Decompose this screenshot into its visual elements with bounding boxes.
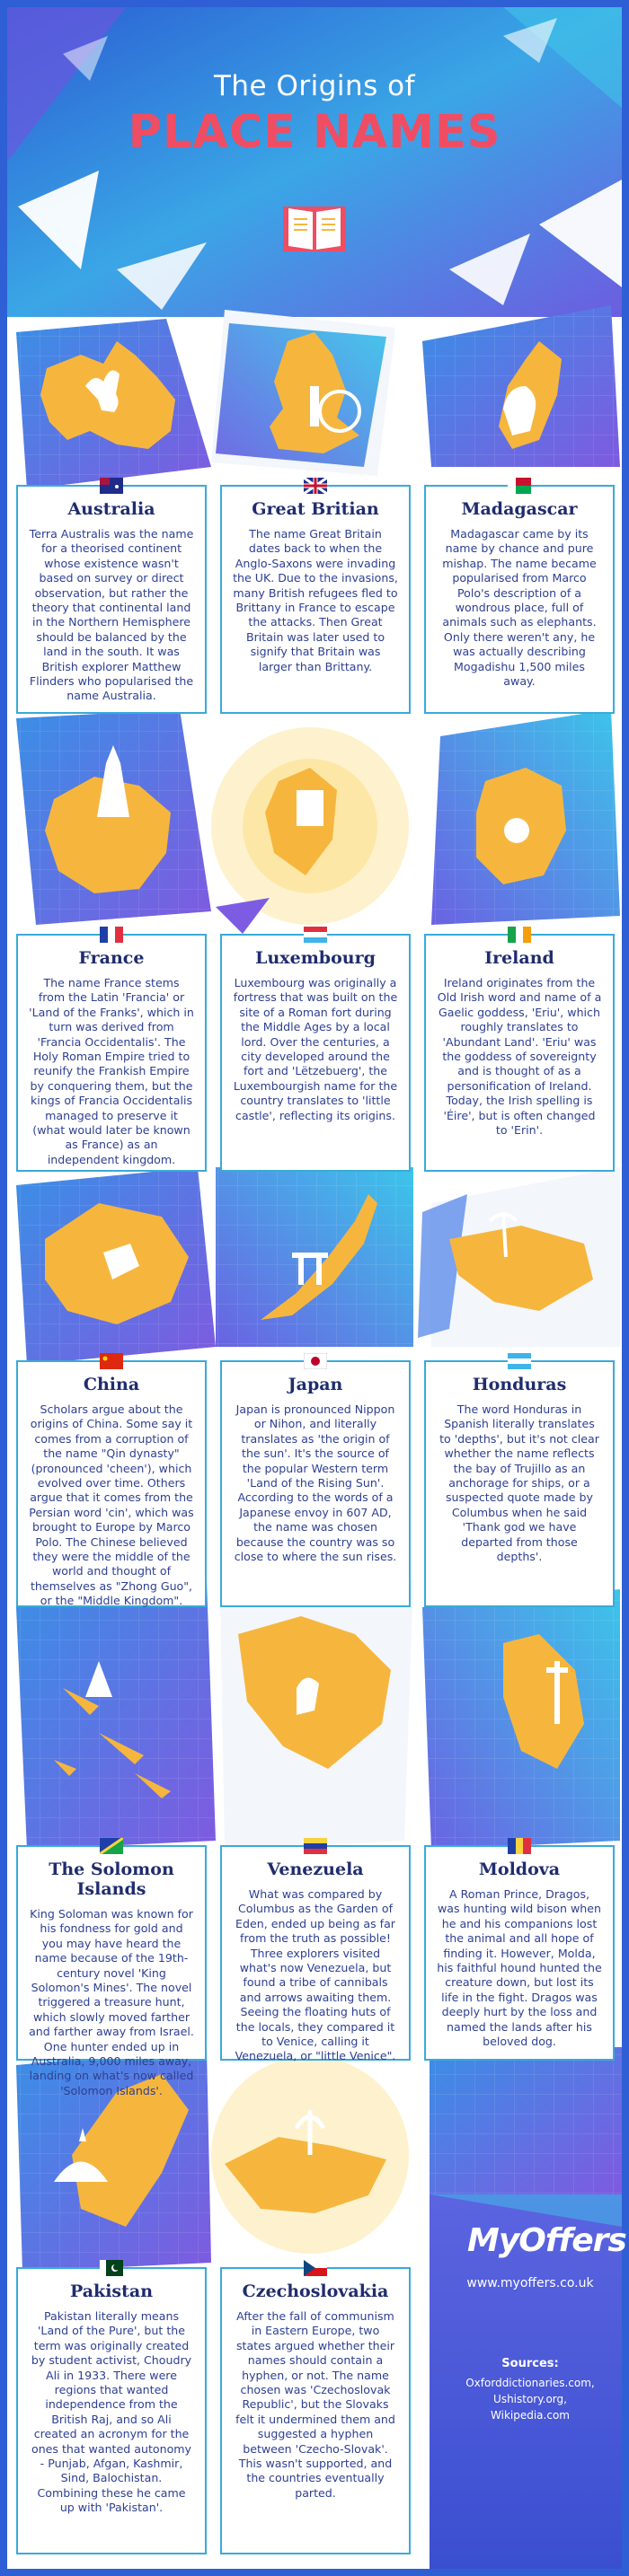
country-name: Australia bbox=[67, 499, 155, 519]
country-name: Czechoslovakia bbox=[242, 2281, 389, 2301]
united-kingdom-flag bbox=[304, 478, 327, 494]
myoffers-logo: MyOffers bbox=[467, 2222, 626, 2259]
country-description: The name Great Britain dates back to when the Anglo-Saxons were invading the UK. Due to the invasions, many British refugees fled to Brittany in France to escape the attacks. Then Great Britain was later used to signify that Britain was larger than Brittany. bbox=[233, 527, 398, 673]
country-description: Pakistan literally means 'Land of the Pure', but the term was originally created by student activist, Choudry Ali in 1933. There were regions that wanted independence from the British Raj, and so Ali created an acronym for the ones that wanted autonomy - Punjab, Afgan, Kashmir, Sind, Balochistan. Combining these he came up with 'Pakistan'. bbox=[31, 2309, 192, 2515]
moldova-flag bbox=[508, 1838, 531, 1854]
country-description: Japan is pronounced Nippon or Nihon, and literally translates as 'the origin of the sun'. It's the source of the popular Western term 'Land of the Rising Sun'. According to the words of a Japanese envoy in 607 AD, the name was chosen because the country was so close to where the sun rises. bbox=[234, 1402, 397, 1564]
ireland-flag bbox=[508, 927, 531, 943]
country-description: A Roman Prince, Dragos, was hunting wild bison when he and his companions lost the animal and all hope of finding it. However, Molda, his faithful hound hunted the creature down, but lost its life in the fight. Dragos was deeply hurt by the loss and named the lands after his beloved dog. bbox=[437, 1887, 602, 2049]
solomon-islands-map-tile bbox=[16, 1580, 216, 1850]
australia-flag bbox=[100, 478, 123, 494]
country-name: Ireland bbox=[484, 948, 554, 968]
country-card-australia bbox=[16, 485, 207, 714]
country-description: Madagascar came by its name by chance and pure mishap. The name became popularised from Marco Polo's description of a wondrous place, full of animals such as elephants. Only there weren't any, he was actually describing Mogadishu 1,500 miles away. bbox=[442, 527, 597, 689]
madagascar-flag bbox=[508, 478, 531, 494]
pakistan-flag bbox=[100, 2260, 123, 2276]
japan-flag bbox=[304, 1353, 327, 1369]
country-name: China bbox=[83, 1375, 140, 1394]
country-name: Moldova bbox=[478, 1859, 561, 1879]
sources-title: Sources: bbox=[501, 2357, 559, 2370]
china-flag bbox=[100, 1353, 123, 1369]
czechoslovakia-map-tile bbox=[211, 2056, 409, 2254]
france-flag bbox=[100, 927, 123, 943]
country-card-honduras bbox=[424, 1360, 615, 1607]
country-description: After the fall of communism in Eastern Europe, two states argued whether their names should contain a hyphen, or not. The name chosen was 'Czechoslovak Republic', but the Slovaks felt it undermined them and suggested a hyphen between 'Czecho-Slovak'. This wasn't supported, and the countries eventually parted. bbox=[235, 2309, 395, 2500]
moldova-map-tile bbox=[422, 1589, 620, 1850]
country-description: King Soloman was known for his fondness for gold and you may have heard the name because of the 19th-century novel 'King Solomon's Mines'. The novel triggered a treasure hunt, which slowly moved farther and farther away from Israel. One hunter ended up in Australia, 9,000 miles away, landing on what's now called 'Solomon Islands'. bbox=[29, 1907, 194, 2097]
country-description: The word Honduras in Spanish literally translates to 'depths', but it's not clear whether the name reflects the bay of Trujillo as an anchorage for ships, or a suspected quote made by Columbus when he said 'Thank god we have departed from those depths'. bbox=[439, 1402, 599, 1564]
luxembourg-flag bbox=[304, 927, 327, 943]
venezuela-flag bbox=[304, 1838, 327, 1854]
country-description: Scholars argue about the origins of China. Some say it comes from a corruption of the name "Qin dynasty" (pronounced 'cheen'), which evolved over time. Others argue that it comes from the Persian word 'cin', which was brought to Europe by Marco Polo. The Chinese believed they were the middle of the world and thought of themselves as "Zhong Guo", or the "Middle Kingdom". bbox=[29, 1402, 194, 1608]
china-map-tile bbox=[16, 1167, 216, 1365]
country-name: Venezuela bbox=[267, 1859, 364, 1879]
source-item: Oxforddictionaries.com, bbox=[465, 2377, 595, 2389]
great-britain-map-tile bbox=[211, 310, 395, 476]
country-card-ireland bbox=[424, 934, 615, 1172]
open-book-icon bbox=[281, 199, 348, 255]
country-description: The name France stems from the Latin 'Francia' or 'Land of the Franks', which in turn was derived from 'Francia Occidentalis'. The Holy Roman Empire tried to reunify the Frankish Empire by conquering them, but the kings of Francia Occidentalis managed to preserve it (what would later be known as France) as an independent kingdom. bbox=[29, 976, 194, 1166]
country-card-solomon-islands bbox=[16, 1845, 207, 2097]
page-title-line2: PLACE NAMES bbox=[128, 106, 501, 159]
source-item: Wikipedia.com bbox=[491, 2409, 570, 2422]
country-description: Luxembourg was originally a fortress that was built on the site of a Roman fort during the Middle Ages by a local lord. Over the centuries, a city developed around the fort and 'Lëtzebuerg', the Luxembourgish name for the country translates to 'little castle', reflecting its origins. bbox=[233, 976, 398, 1122]
country-card-czechoslovakia bbox=[220, 2267, 411, 2554]
country-card-luxembourg bbox=[220, 934, 411, 1172]
country-card-great-britian bbox=[220, 485, 411, 714]
source-item: Ushistory.org, bbox=[493, 2393, 567, 2405]
honduras-flag bbox=[508, 1353, 531, 1369]
country-name: Honduras bbox=[472, 1375, 567, 1394]
country-card-madagascar bbox=[424, 485, 615, 714]
country-name: Luxembourg bbox=[255, 948, 376, 968]
country-name: Pakistan bbox=[69, 2281, 154, 2301]
country-description: Ireland originates from the Old Irish word and name of a Gaelic goddess, 'Eriu', which roughly translates to 'Abundant Land'. 'Eriu' was the goddess of sovereignty and is thought of as a personification of Ireland. Today, the Irish spelling is 'Éire', but is often changed to 'Erin'. bbox=[437, 976, 602, 1138]
website-url[interactable]: www.myoffers.co.uk bbox=[466, 2276, 594, 2290]
czech-flag bbox=[304, 2260, 327, 2276]
ireland-map-tile bbox=[431, 709, 620, 925]
country-card-pakistan bbox=[16, 2267, 207, 2554]
country-card-japan bbox=[220, 1360, 411, 1607]
country-card-china bbox=[16, 1360, 207, 1607]
country-card-moldova bbox=[424, 1845, 615, 2061]
country-card-france bbox=[16, 934, 207, 1172]
country-name: France bbox=[78, 948, 145, 968]
country-name: Great Britian bbox=[252, 499, 379, 519]
venezuela-map-tile bbox=[220, 1580, 413, 1850]
page-title-line1: The Origins of bbox=[213, 70, 416, 102]
japan-map-tile bbox=[216, 1167, 413, 1347]
france-map-tile bbox=[16, 709, 211, 925]
country-name: The Solomon Islands bbox=[49, 1859, 174, 1899]
country-description: What was compared by Columbus as the Garden of Eden, ended up being as far from the truth as possible! Three explorers visited what's now Venezuela, but found a tribe of cannibals and arrows awaiting them. Seeing the floating huts of the locals, they compared it to Venice, calling it Venezuela, or "little Venice". bbox=[235, 1887, 396, 2063]
country-card-venezuela bbox=[220, 1845, 411, 2061]
country-description: Terra Australis was the name for a theorised continent whose existence wasn't based on survey or direct observation, but rather the theory that continental land in the Northern Hemisphere should be balanced by the land in the south. It was British explorer Matthew Flinders who popularised the name Australia. bbox=[29, 527, 194, 703]
country-name: Japan bbox=[288, 1375, 343, 1394]
country-name: Madagascar bbox=[461, 499, 578, 519]
solomon-islands-flag bbox=[100, 1838, 123, 1854]
